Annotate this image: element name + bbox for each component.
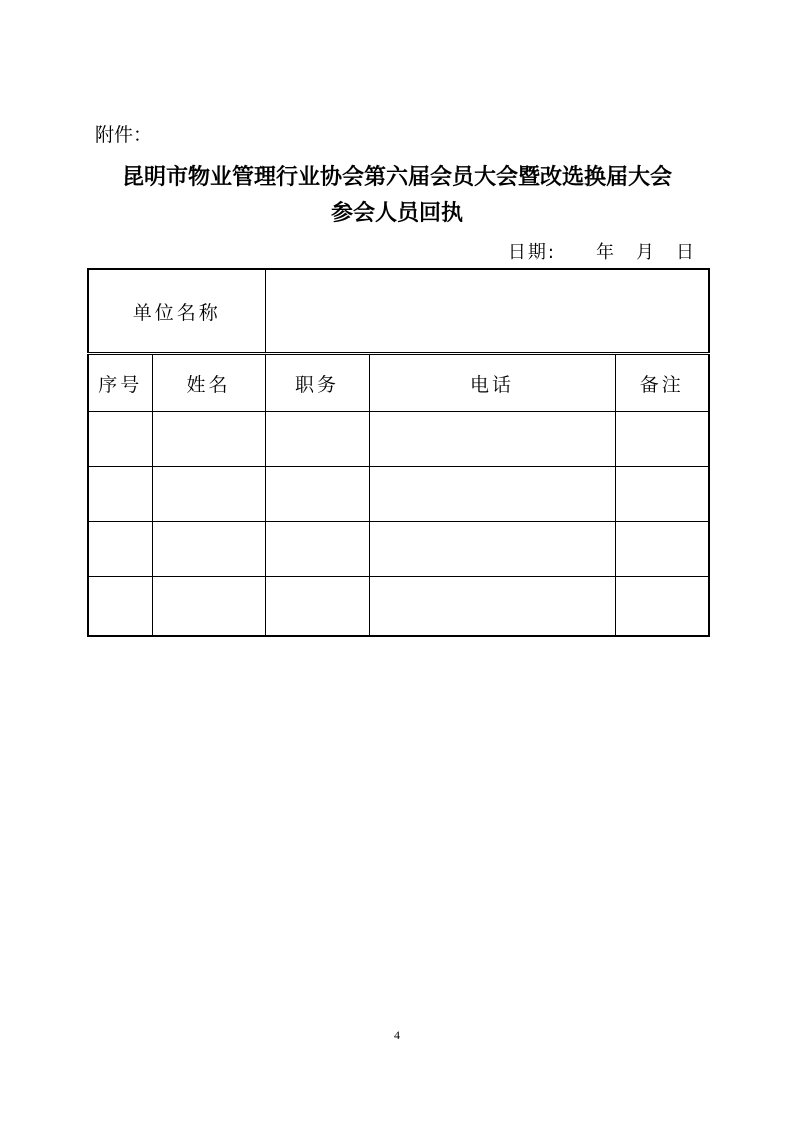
- date-label: 日期:: [507, 242, 556, 263]
- cell-remarks[interactable]: [615, 412, 709, 467]
- cell-phone[interactable]: [369, 522, 615, 577]
- date-day-label: 日: [676, 242, 696, 263]
- cell-index[interactable]: [88, 522, 152, 577]
- table-row: [88, 577, 709, 637]
- cell-name[interactable]: [152, 467, 265, 522]
- unit-name-field[interactable]: [265, 269, 709, 354]
- unit-name-label: 单位名称: [88, 269, 265, 354]
- table-header-row: [88, 354, 709, 412]
- date-line: [508, 240, 696, 266]
- column-header-remarks: 备注: [615, 354, 709, 412]
- cell-phone[interactable]: [369, 467, 615, 522]
- attachment-label: 附件：: [95, 124, 153, 146]
- column-header-index: 序号: [88, 354, 152, 412]
- cell-phone[interactable]: [369, 577, 615, 637]
- cell-index[interactable]: [88, 467, 152, 522]
- cell-phone[interactable]: [369, 412, 615, 467]
- column-header-position: 职务: [265, 354, 369, 412]
- attendee-reply-form: [87, 268, 710, 637]
- cell-index[interactable]: [88, 577, 152, 637]
- table-row: [88, 522, 709, 577]
- document-title-line-2: 参会人员回执: [330, 201, 463, 226]
- column-header-phone: 电话: [369, 354, 615, 412]
- date-year-label: 年: [596, 242, 616, 263]
- cell-index[interactable]: [88, 412, 152, 467]
- cell-remarks[interactable]: [615, 522, 709, 577]
- date-month-label: 月: [636, 242, 656, 263]
- column-header-name: 姓名: [152, 354, 265, 412]
- table-row: [88, 467, 709, 522]
- document-title-line-1: 昆明市物业管理行业协会第六届会员大会暨改选换届大会: [121, 165, 672, 190]
- cell-name[interactable]: [152, 412, 265, 467]
- cell-remarks[interactable]: [615, 467, 709, 522]
- cell-name[interactable]: [152, 522, 265, 577]
- cell-position[interactable]: [265, 522, 369, 577]
- cell-position[interactable]: [265, 577, 369, 637]
- cell-name[interactable]: [152, 577, 265, 637]
- page-number: 4: [394, 1028, 400, 1042]
- cell-position[interactable]: [265, 412, 369, 467]
- cell-position[interactable]: [265, 467, 369, 522]
- table-row: [88, 412, 709, 467]
- unit-row: [88, 269, 709, 354]
- cell-remarks[interactable]: [615, 577, 709, 637]
